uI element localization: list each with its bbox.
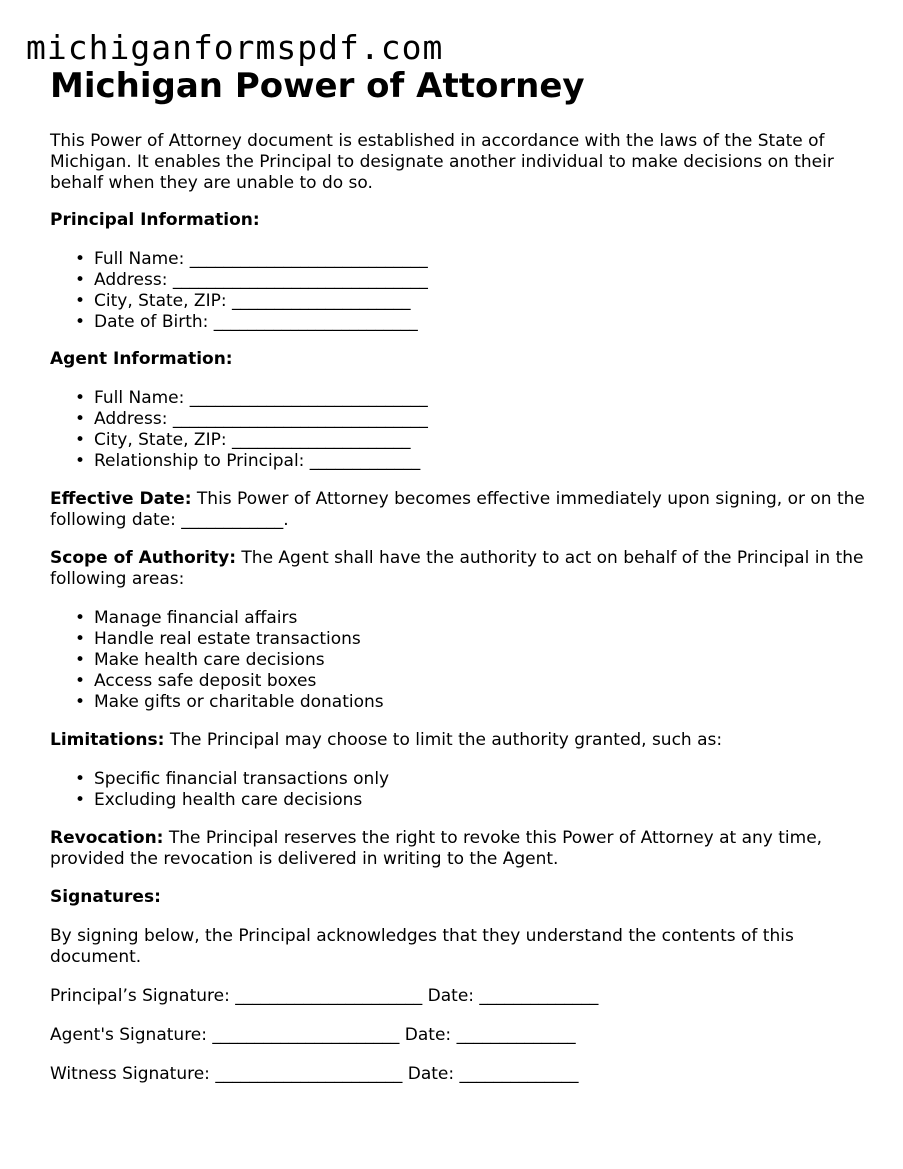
bullet-icon: • bbox=[75, 608, 86, 628]
agent-full-name-field bbox=[75, 388, 865, 409]
list-item bbox=[75, 692, 865, 713]
bullet-icon: • bbox=[75, 692, 86, 712]
bullet-icon: • bbox=[75, 409, 86, 429]
document-title: Michigan Power of Attorney bbox=[50, 66, 585, 106]
list-item-text: Handle real estate transactions bbox=[94, 629, 361, 649]
principal-city-state-zip-field bbox=[75, 291, 865, 312]
scope-list bbox=[50, 608, 865, 713]
limitations-list bbox=[50, 769, 865, 811]
principal-signature-line: Principal’s Signature: ______________________ Date: ______________ bbox=[50, 986, 599, 1006]
effective-date-label: Effective Date: bbox=[50, 489, 192, 509]
effective-date-paragraph bbox=[50, 489, 865, 531]
list-item bbox=[75, 671, 865, 692]
list-item-text: Address: ______________________________ bbox=[94, 409, 428, 429]
list-item bbox=[75, 769, 865, 790]
principal-address-field bbox=[75, 270, 865, 291]
scope-label: Scope of Authority: bbox=[50, 548, 236, 568]
document-body bbox=[50, 64, 865, 1085]
list-item-text: Access safe deposit boxes bbox=[94, 671, 317, 691]
agent-address-field bbox=[75, 409, 865, 430]
bullet-icon: • bbox=[75, 790, 86, 810]
principal-info-list bbox=[50, 249, 865, 333]
site-watermark: michiganformspdf.com bbox=[26, 28, 444, 67]
bullet-icon: • bbox=[75, 312, 86, 332]
list-item-text: Date of Birth: ________________________ bbox=[94, 312, 418, 332]
limitations-label: Limitations: bbox=[50, 730, 165, 750]
acknowledgement-paragraph: By signing below, the Principal acknowledges that they understand the contents of this document. bbox=[50, 926, 794, 967]
list-item-text: Make gifts or charitable donations bbox=[94, 692, 384, 712]
effective-date-text: This Power of Attorney becomes effective immediately upon signing, or on the following date: ____________. bbox=[50, 489, 865, 530]
bullet-icon: • bbox=[75, 671, 86, 691]
agent-city-state-zip-field bbox=[75, 430, 865, 451]
list-item bbox=[75, 790, 865, 811]
principal-date-of-birth-field bbox=[75, 312, 865, 333]
bullet-icon: • bbox=[75, 270, 86, 290]
bullet-icon: • bbox=[75, 430, 86, 450]
bullet-icon: • bbox=[75, 769, 86, 789]
list-item bbox=[75, 650, 865, 671]
list-item-text: Excluding health care decisions bbox=[94, 790, 363, 810]
agent-signature-line: Agent's Signature: ______________________ Date: ______________ bbox=[50, 1025, 576, 1045]
list-item-text: Full Name: ____________________________ bbox=[94, 388, 428, 408]
agent-info-heading: Agent Information: bbox=[50, 349, 233, 369]
list-item-text: Manage financial affairs bbox=[94, 608, 298, 628]
bullet-icon: • bbox=[75, 629, 86, 649]
list-item bbox=[75, 608, 865, 629]
limitations-text: The Principal may choose to limit the authority granted, such as: bbox=[164, 730, 723, 750]
revocation-text: The Principal reserves the right to revoke this Power of Attorney at any time, provided the revocation is delivered in writing to the Agent. bbox=[50, 828, 823, 869]
list-item bbox=[75, 629, 865, 650]
witness-signature-line: Witness Signature: ______________________ Date: ______________ bbox=[50, 1064, 579, 1084]
principal-full-name-field bbox=[75, 249, 865, 270]
bullet-icon: • bbox=[75, 291, 86, 311]
bullet-icon: • bbox=[75, 388, 86, 408]
list-item-text: City, State, ZIP: _____________________ bbox=[94, 291, 411, 311]
revocation-label: Revocation: bbox=[50, 828, 164, 848]
scope-paragraph bbox=[50, 548, 865, 590]
revocation-paragraph bbox=[50, 828, 865, 870]
bullet-icon: • bbox=[75, 249, 86, 269]
bullet-icon: • bbox=[75, 650, 86, 670]
list-item-text: Address: ______________________________ bbox=[94, 270, 428, 290]
scope-text: The Agent shall have the authority to act on behalf of the Principal in the following areas: bbox=[50, 548, 864, 589]
principal-info-heading: Principal Information: bbox=[50, 210, 260, 230]
list-item-text: Specific financial transactions only bbox=[94, 769, 390, 789]
intro-paragraph: This Power of Attorney document is established in accordance with the laws of the State of Michigan. It enables the Principal to designate another individual to make decisions on their behalf when they are unable to do so. bbox=[50, 131, 834, 193]
limitations-paragraph bbox=[50, 730, 865, 751]
agent-info-list bbox=[50, 388, 865, 472]
bullet-icon: • bbox=[75, 451, 86, 471]
list-item-text: Make health care decisions bbox=[94, 650, 325, 670]
list-item-text: Full Name: ____________________________ bbox=[94, 249, 428, 269]
list-item-text: City, State, ZIP: _____________________ bbox=[94, 430, 411, 450]
signatures-heading: Signatures: bbox=[50, 887, 161, 907]
agent-relationship-field bbox=[75, 451, 865, 472]
list-item-text: Relationship to Principal: _____________ bbox=[94, 451, 421, 471]
